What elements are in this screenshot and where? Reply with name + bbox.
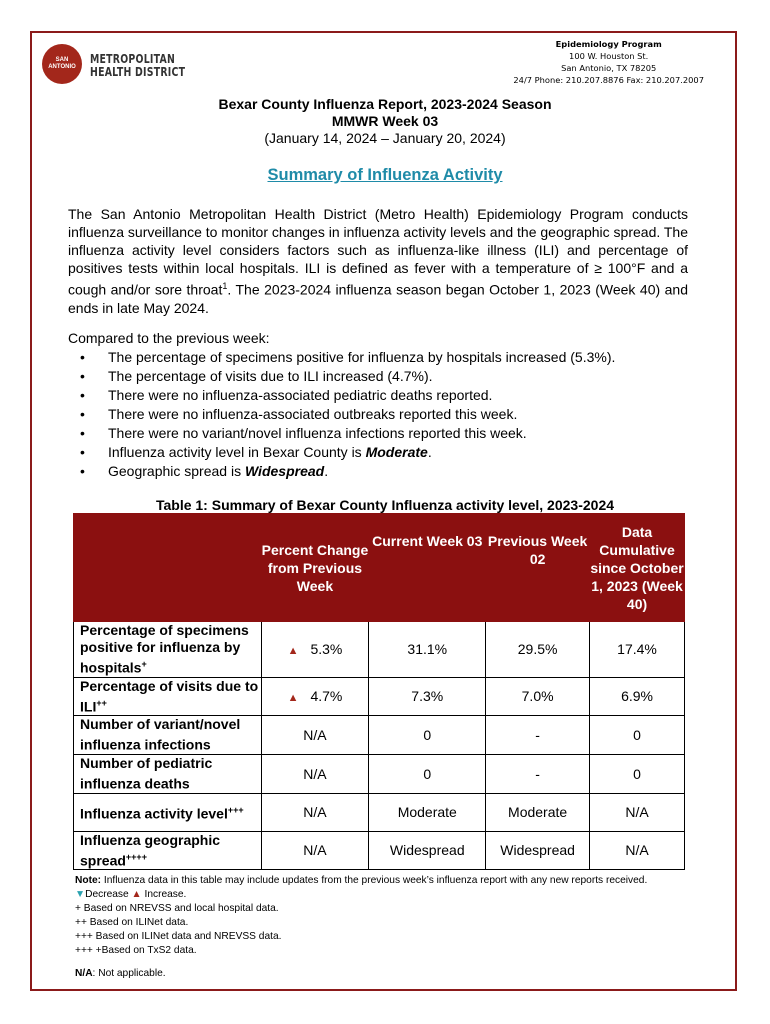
row-label: Percentage of specimens positive for influenza by hospitals+ — [74, 622, 262, 678]
current-cell: Moderate — [369, 793, 486, 831]
row-label: Influenza geographic spread++++ — [74, 831, 262, 870]
table-row — [74, 793, 685, 831]
cumulative-cell: 0 — [590, 754, 685, 793]
summary-heading: Summary of Influenza Activity — [267, 166, 503, 184]
previous-cell: Moderate — [486, 793, 590, 831]
na-text: : Not applicable. — [92, 968, 166, 979]
footnote-1: + Based on NREVSS and local hospital data. — [75, 903, 279, 914]
footnote-ref: 1 — [222, 281, 228, 291]
program-name: Epidemiology Program — [555, 39, 662, 49]
list-item: • The percentage of specimens positive for influenza by hospitals increased (5.3%). — [68, 348, 615, 367]
decrease-icon: ▼ — [75, 889, 86, 900]
list-item: • There were no influenza-associated outbreaks reported this week. — [68, 405, 615, 424]
current-cell: Widespread — [369, 831, 486, 870]
table-caption: Table 1: Summary of Bexar County Influenza activity level, 2023-2024 — [155, 497, 615, 513]
row-label: Number of variant/novel influenza infections — [74, 716, 262, 755]
header-current: Current Week 03 — [369, 514, 486, 622]
previous-cell: 29.5% — [486, 622, 590, 678]
list-item: • Influenza activity level in Bexar County is Moderate. — [68, 443, 615, 462]
table-row — [74, 754, 685, 793]
previous-cell: Widespread — [486, 831, 590, 870]
cumulative-cell: N/A — [590, 831, 685, 870]
table-row — [74, 677, 685, 716]
intro-text-a: The San Antonio Metropolitan Health District (Metro Health) Epidemiology Program conducts influenza surveillance to monitor changes in influenza activity levels and the geographic spread. The influenza activity level considers factors such as influenza-like illness (ILI) and percentage of positives tests within local hospitals. ILI is defined as fever with a temperature of ≥ 100°F and a cough and/or sore throat — [68, 206, 688, 298]
table-header-row — [74, 514, 685, 622]
org-name-line1: METROPOLITAN — [90, 52, 176, 66]
change-cell: N/A — [261, 716, 369, 755]
increase-icon: ▲ — [287, 645, 299, 658]
change-cell: ▲ 5.3% — [261, 622, 369, 678]
header-change: Percent Change from Previous Week — [261, 514, 369, 622]
list-item: • There were no variant/novel influenza infections reported this week. — [68, 424, 615, 443]
table-row — [74, 716, 685, 755]
phone: 24/7 Phone: 210.207.8876 Fax: 210.207.2007 — [513, 75, 704, 85]
spread-value: Widespread — [244, 463, 325, 479]
na-line — [75, 967, 647, 981]
change-cell: N/A — [261, 754, 369, 793]
org-name-line2: HEALTH DISTRICT — [90, 65, 186, 79]
change-cell: N/A — [261, 831, 369, 870]
current-cell: 0 — [369, 716, 486, 755]
increase-label: Increase. — [144, 889, 187, 900]
activity-value: Moderate — [365, 444, 428, 460]
row-label: Percentage of visits due to ILI++ — [74, 677, 262, 716]
note-label: Note: — [75, 875, 102, 886]
address-block — [513, 38, 704, 86]
list-item: • There were no influenza-associated pediatric deaths reported. — [68, 386, 615, 405]
cumulative-cell: 0 — [590, 716, 685, 755]
previous-cell: - — [486, 754, 590, 793]
footnote-4: +++ +Based on TxS2 data. — [75, 945, 197, 956]
footnote-3: +++ Based on ILINet data and NREVSS data. — [75, 931, 282, 942]
spread-pre: Geographic spread is — [108, 463, 245, 479]
previous-cell: 7.0% — [486, 677, 590, 716]
table-notes — [75, 874, 647, 981]
increase-icon: ▲ — [131, 889, 142, 900]
header-blank — [74, 514, 262, 622]
street: 100 W. Houston St. — [569, 51, 649, 61]
row-label: Number of pediatric influenza deaths — [74, 754, 262, 793]
summary-table — [73, 513, 685, 870]
cumulative-cell: 17.4% — [590, 622, 685, 678]
footnote-2: ++ Based on ILINet data. — [75, 917, 189, 928]
report-dates: (January 14, 2024 – January 20, 2024) — [264, 130, 506, 146]
current-cell: 31.1% — [369, 622, 486, 678]
header-previous: Previous Week 02 — [486, 514, 590, 622]
note-text: Influenza data in this table may include updates from the previous week’s influenza report with any new reports received. — [101, 875, 648, 886]
current-cell: 0 — [369, 754, 486, 793]
na-label: N/A — [75, 968, 93, 979]
row-label: Influenza activity level+++ — [74, 793, 262, 831]
cumulative-cell: N/A — [590, 793, 685, 831]
report-title: Bexar County Influenza Report, 2023-2024 Season — [218, 96, 552, 112]
city: San Antonio, TX 78205 — [561, 63, 657, 73]
increase-icon: ▲ — [287, 692, 299, 705]
intro-paragraph — [68, 205, 688, 317]
current-cell: 7.3% — [369, 677, 486, 716]
seal-text: SAN ANTONIO — [48, 57, 76, 70]
summary-bullets — [68, 348, 615, 481]
previous-cell: - — [486, 716, 590, 755]
compared-heading: Compared to the previous week: — [68, 330, 270, 346]
table-row — [74, 622, 685, 678]
legend-line — [75, 888, 647, 902]
report-week: MMWR Week 03 — [331, 113, 439, 129]
header-cumulative: Data Cumulative since October 1, 2023 (Week 40) — [590, 514, 685, 622]
list-item: • The percentage of visits due to ILI increased (4.7%). — [68, 367, 615, 386]
metro-health-logo — [42, 44, 186, 86]
change-cell: N/A — [261, 793, 369, 831]
list-item: • Geographic spread is Widespread. — [68, 462, 615, 481]
activity-pre: Influenza activity level in Bexar County is — [108, 444, 366, 460]
intro-text-b: . The 2023-2024 influenza season began October 1, 2023 (Week 40) and ends in late May 2024. — [68, 281, 689, 316]
cumulative-cell: 6.9% — [590, 677, 685, 716]
decrease-label: Decrease — [85, 889, 129, 900]
table-row — [74, 831, 685, 870]
note-line — [75, 874, 647, 888]
change-cell: ▲ 4.7% — [261, 677, 369, 716]
